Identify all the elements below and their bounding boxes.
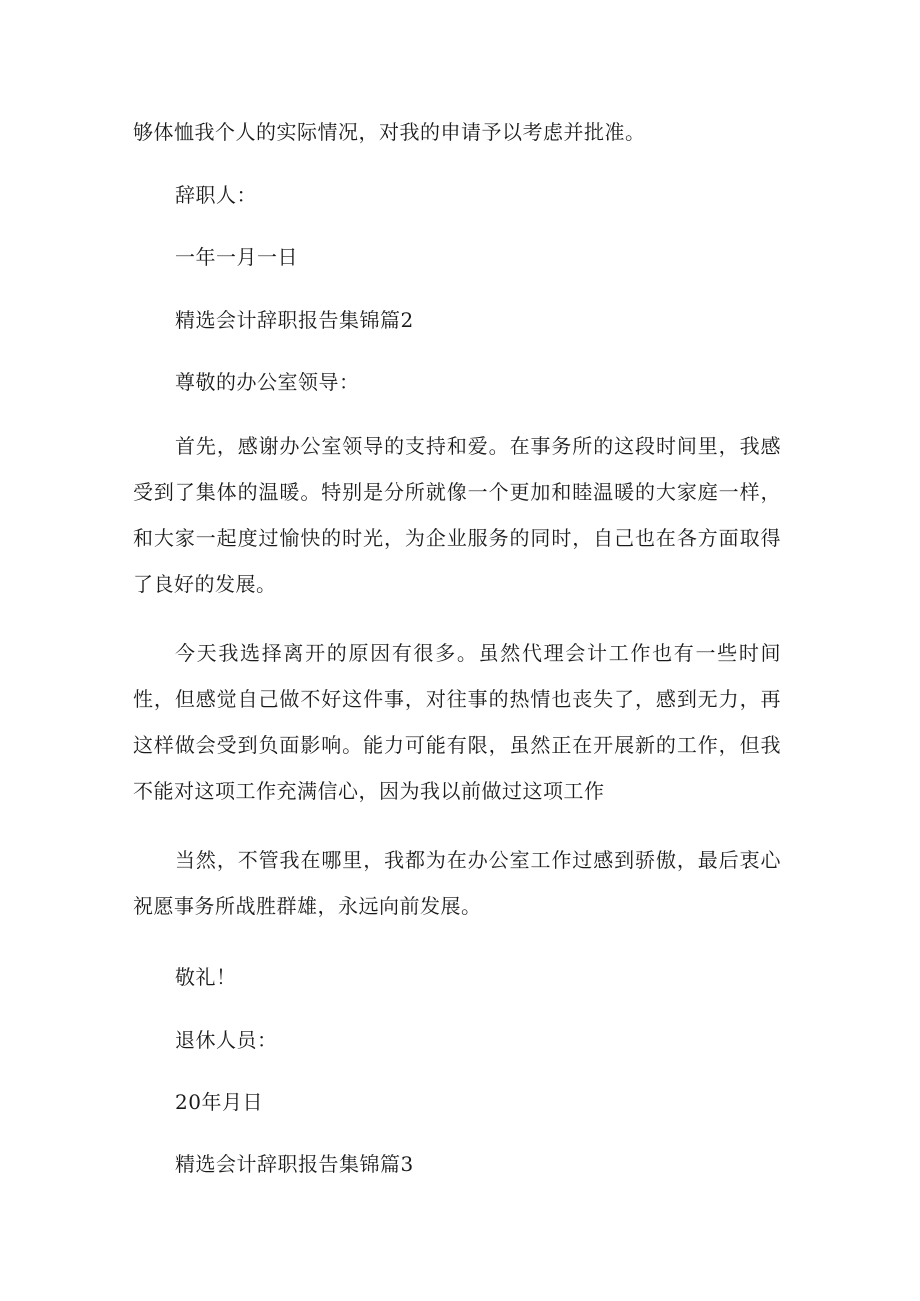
section-heading-3: 精选会计辞职报告集锦篇3 <box>175 1152 414 1176</box>
paragraph-closing: 当然，不管我在哪里，我都为在办公室工作过感到骄傲，最后衷心祝愿事务所战胜群雄，永远向前发展。 <box>133 848 781 918</box>
date-placeholder: 一年一月一日 <box>175 245 298 269</box>
section-heading-2: 精选会计辞职报告集锦篇2 <box>175 308 414 332</box>
salutation: 尊敬的办公室领导： <box>175 370 360 394</box>
regards: 敬礼！ <box>175 965 237 989</box>
resigner-label: 辞职人： <box>175 183 257 207</box>
continuation-line: 够体恤我个人的实际情况，对我的申请予以考虑并批准。 <box>133 120 646 144</box>
paragraph-reasons: 今天我选择离开的原因有很多。虽然代理会计工作也有一些时间性，但感觉自己做不好这件事，对往事的热情也丧失了，感到无力，再这样做会受到负面影响。能力可能有限，虽然正在开展新的工作，但我不能对这项工作充满信心，因为我以前做过这项工作 <box>133 641 781 803</box>
signature-date: 20年月日 <box>175 1090 263 1114</box>
retiree-label: 退休人员： <box>175 1028 278 1052</box>
paragraph-thanks: 首先，感谢办公室领导的支持和爱。在事务所的这段时间里，我感受到了集体的温暖。特别是分所就像一个更加和睦温暖的大家庭一样，和大家一起度过愉快的时光，为企业服务的同时，自己也在各方面取得了良好的发展。 <box>133 434 781 596</box>
